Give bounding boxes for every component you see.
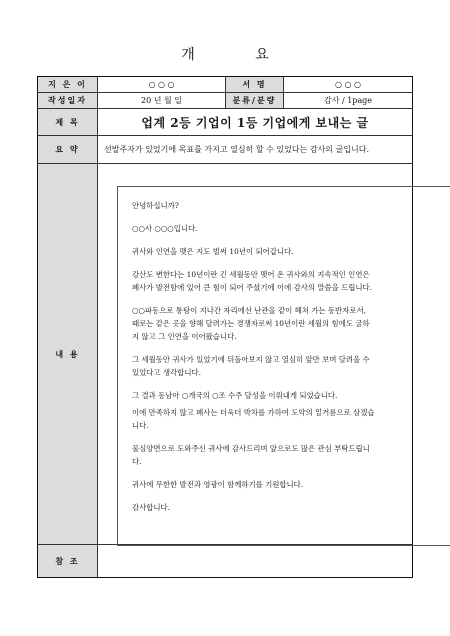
content-paragraph: 귀사에 무한한 발전과 영광이 함께하기를 기원합니다.	[132, 480, 304, 489]
content-paragraph: 감사합니다.	[132, 503, 171, 512]
content-label: 내 용	[38, 164, 98, 545]
content-paragraph: 강산도 변한다는 10년이란 긴 세월동안 맺어 온 귀사와의 지속적인 인연은 폐사가 발전함에 있어 큰 힘이 되어 주셨기에 이에 감사의 말씀을 드립니다.	[132, 270, 373, 292]
category-value: 감사 / 1page	[284, 93, 412, 109]
date-value: 20 년 월 일	[98, 93, 226, 109]
reference-value	[98, 545, 412, 577]
summary-value: 선발주자가 있었기에 목표를 가지고 열심히 할 수 있었다는 감사의 글입니다.	[98, 136, 412, 164]
subject-label: 제 목	[38, 109, 98, 136]
content-paragraph: ○○사 ○○○입니다.	[132, 224, 198, 233]
signature-value: ○ ○ ○	[284, 77, 412, 93]
author-label: 지 은 이	[38, 77, 98, 93]
page-title: 개 요	[181, 47, 297, 63]
author-value: ○ ○ ○	[98, 77, 226, 93]
signature-label: 서 명	[226, 77, 284, 93]
date-label: 작성일자	[38, 93, 98, 109]
content-paragraph: 귀사와 인연을 맺은 지도 벌써 10년이 되어갑니다.	[132, 247, 294, 256]
subject-value: 업계 2등 기업이 1등 기업에게 보내는 글	[98, 109, 412, 136]
content-paragraph: 안녕하십니까?	[132, 201, 179, 210]
content-paragraph: 그 결과 동남아 ○개국의 ○조 수주 달성을 이뤄내게 되었습니다.	[132, 391, 338, 400]
document-form	[37, 76, 413, 578]
summary-label: 요 약	[38, 136, 98, 164]
content-paragraph: ○○파동으로 통탕이 지나간 자리에선 난관을 같이 헤쳐 가는 동반자로서, 때로는 같은 곳을 향해 달려가는 경쟁자로써 10년이란 세월의 힘에도 굴하 지 않고 그 인연을 이어왔습니다.	[132, 306, 370, 341]
content-box	[117, 186, 450, 546]
reference-label: 참 조	[38, 545, 98, 577]
content-paragraph: 이에 만족하지 않고 폐사는 더욱더 박차를 가하여 도약의 밑거름으로 삼겠습 니다.	[132, 408, 375, 430]
category-label: 분류/분량	[226, 93, 284, 109]
content-paragraph: 물심양면으로 도와주신 귀사에 감사드리며 앞으로도 많은 관심 부탁드립니 다.	[132, 444, 370, 466]
content-area	[98, 164, 412, 545]
content-paragraph: 그 세월동안 귀사가 있었기에 뒤돌아보지 않고 열심히 앞만 보며 달려올 수 있었다고 생각합니다.	[132, 355, 370, 377]
